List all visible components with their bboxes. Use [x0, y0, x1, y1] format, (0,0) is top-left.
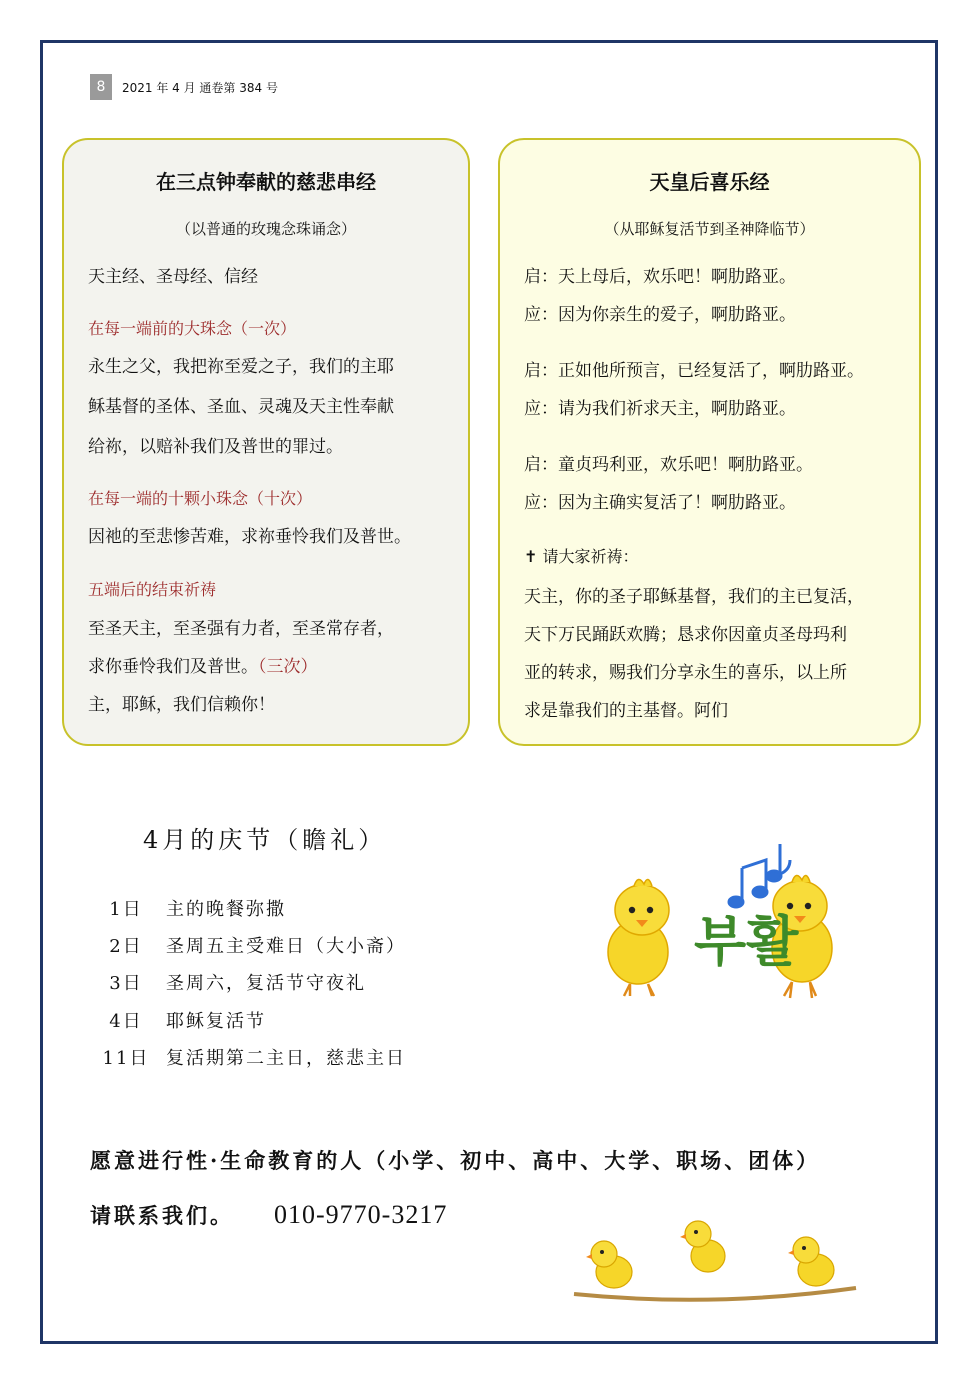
prayer-line: 启：天上母后，欢乐吧！啊肋路亚。: [524, 267, 796, 287]
feast-day: 4日: [109, 1011, 143, 1032]
prayer-line: 稣基督的圣体、圣血、灵魂及天主性奉献: [88, 397, 394, 417]
instruction-line: 在每一端的十颗小珠念（十次）: [88, 489, 313, 508]
chick-icon: [680, 1221, 725, 1272]
chick-icon: [788, 1237, 834, 1286]
prayer-line: 启：正如他所预言，已经复活了，啊肋路亚。: [524, 361, 864, 381]
prayer-line: 至圣天主，至圣强有力者，至圣常存者，: [88, 619, 394, 639]
chick-icon: [608, 879, 669, 996]
feast-day: 1日: [109, 899, 143, 920]
regina-caeli-box: [498, 138, 921, 746]
instruction-line: 五端后的结束祈祷: [88, 580, 217, 599]
prayer-line: 天下万民踊跃欢腾；恳求你因童贞圣母玛利: [524, 625, 847, 645]
prayer-line: 启：童贞玛利亚，欢乐吧！啊肋路亚。: [524, 455, 813, 475]
feast-name: 复活期第二主日，慈悲主日: [166, 1048, 406, 1069]
regina-caeli-title: 天皇后喜乐经: [649, 170, 770, 194]
feast-name: 耶稣复活节: [166, 1011, 266, 1032]
phone-number: 010-9770-3217: [274, 1200, 448, 1229]
prayer-line: 给祢，以赔补我们及普世的罪过。: [88, 437, 343, 457]
contact-line: [90, 1200, 447, 1230]
prayer-line: 亚的转求，赐我们分享永生的喜乐，以上所: [524, 663, 847, 683]
feasts-title: 4月的庆节（瞻礼）: [143, 826, 387, 854]
regina-caeli-subtitle: （从耶稣复活节到圣神降临节）: [604, 220, 815, 238]
prayer-intro: ✝ 请大家祈祷：: [524, 547, 639, 566]
page-number: 8: [90, 74, 112, 100]
prayer-line: 主，耶稣，我们信赖你！: [88, 695, 275, 715]
prayer-line: 天主经、圣母经、信经: [88, 267, 258, 287]
prayer-line: [88, 652, 318, 677]
prayer-line: 应：因为你亲生的爱子，啊肋路亚。: [524, 305, 796, 325]
feast-name: 圣周六，复活节守夜礼: [166, 973, 366, 994]
feast-day: 3日: [109, 973, 143, 994]
prayer-line: 天主，你的圣子耶稣基督，我们的主已复活，: [524, 587, 864, 607]
prayer-line: 应：因为主确实复活了！啊肋路亚。: [524, 493, 796, 513]
feast-name: 圣周五主受难日（大小斋）: [166, 936, 406, 957]
mercy-chaplet-subtitle: （以普通的玫瑰念珠诵念）: [175, 220, 356, 238]
instruction-line: 在每一端前的大珠念（一次）: [88, 319, 297, 338]
prayer-line: 因祂的至悲惨苦难，求祢垂怜我们及普世。: [88, 527, 411, 547]
prayer-line: 应：请为我们祈求天主，啊肋路亚。: [524, 399, 796, 419]
mercy-chaplet-title: 在三点钟奉献的慈悲串经: [156, 170, 376, 194]
feast-day: 11日: [102, 1048, 150, 1069]
feast-item: [90, 1042, 406, 1072]
page-header: [90, 74, 278, 100]
feast-name: 主的晚餐弥撒: [166, 899, 286, 920]
contact-line: 愿意进行性·生命教育的人（小学、初中、高中、大学、职场、团体）: [90, 1148, 821, 1173]
chicks-on-branch-illustration: [570, 1206, 860, 1310]
contact-prompt: 请联系我们。: [90, 1203, 234, 1228]
prayer-line: 求是靠我们的主基督。阿们: [524, 701, 728, 721]
feast-day: 2日: [109, 936, 143, 957]
issue-info: 2021 年 4 月 通卷第 384 号: [122, 80, 278, 95]
prayer-line: 永生之父，我把祢至爱之子，我们的主耶: [88, 357, 394, 377]
branch-icon: [574, 1288, 856, 1300]
feast-item: [90, 967, 366, 997]
prayer-text: 求你垂怜我们及普世。: [88, 657, 258, 677]
mercy-chaplet-box: [62, 138, 470, 746]
easter-text: 부활: [694, 910, 799, 973]
feast-item: [90, 893, 286, 923]
feast-item: [90, 1005, 266, 1035]
feast-item: [90, 930, 406, 960]
easter-chicks-illustration: [596, 840, 846, 1056]
chick-icon: [586, 1241, 632, 1288]
repeat-note: （三次）: [258, 657, 318, 677]
